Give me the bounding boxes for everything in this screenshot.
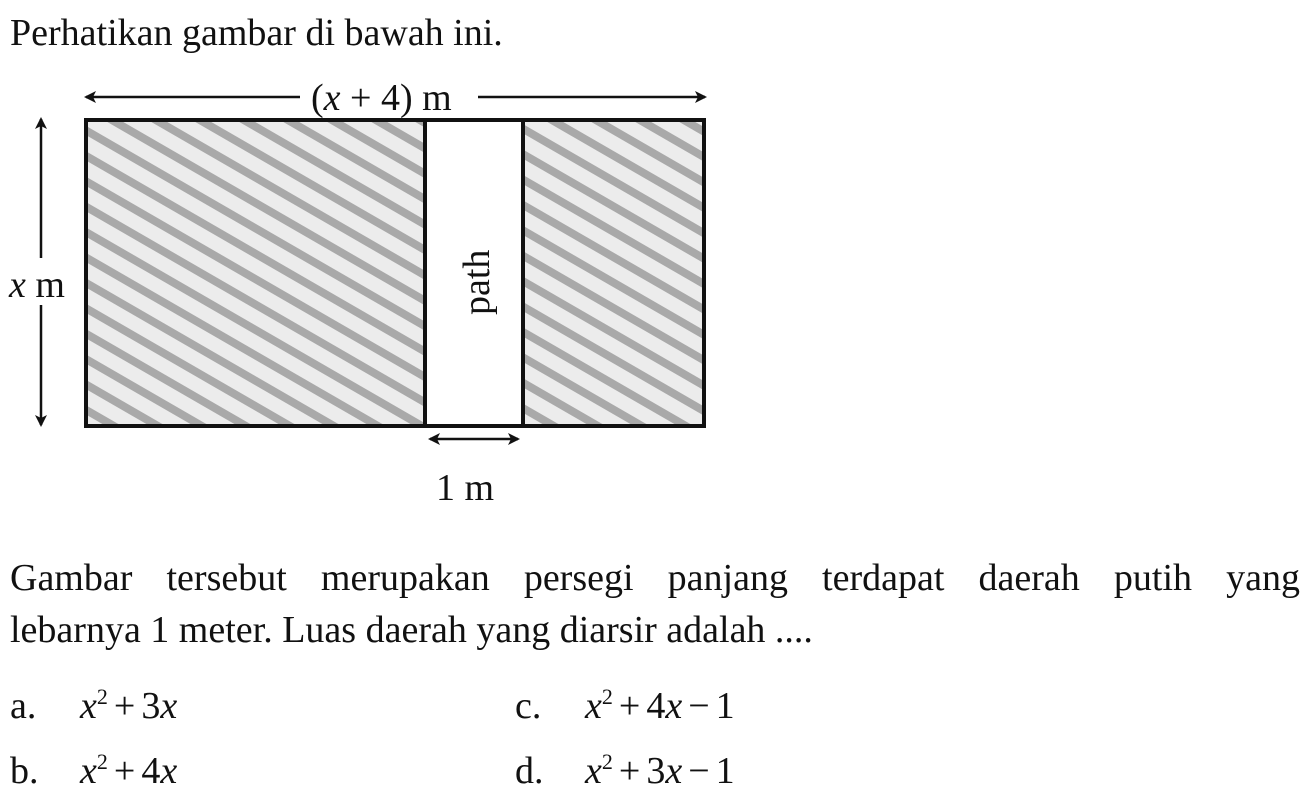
shaded-region-right (523, 120, 704, 426)
option-letter: c. (515, 685, 542, 727)
path-label: path (456, 249, 498, 315)
option-expression: $x^2 + 3x - 1$ (585, 749, 735, 792)
option-b[interactable] (10, 748, 177, 794)
question-line-2: lebarnya 1 meter. Luas daerah yang diarsir adalah .... (10, 609, 813, 651)
height-label: x m (9, 264, 65, 306)
width-label: (x + 4) m (311, 77, 452, 119)
shaded-region-left (86, 120, 425, 426)
path-width-label: 1 m (436, 467, 495, 509)
intro-text: Perhatikan gambar di bawah ini. (10, 12, 503, 54)
option-letter: a. (10, 685, 37, 727)
question-text (10, 552, 1300, 656)
option-expression: $x^2 + 4x - 1$ (585, 684, 735, 727)
option-expression: $x^2 + 3x$ (80, 684, 178, 727)
option-letter: b. (10, 750, 39, 792)
option-d[interactable] (515, 748, 735, 794)
option-c[interactable] (515, 683, 735, 729)
option-expression: $x^2 + 4x$ (80, 749, 178, 792)
option-letter: d. (515, 750, 544, 792)
question-line-1: Gambar tersebut merupakan persegi panjang terdapat daerah putih yang (10, 557, 1300, 599)
rectangle-figure (0, 75, 740, 515)
option-a[interactable] (10, 683, 177, 729)
